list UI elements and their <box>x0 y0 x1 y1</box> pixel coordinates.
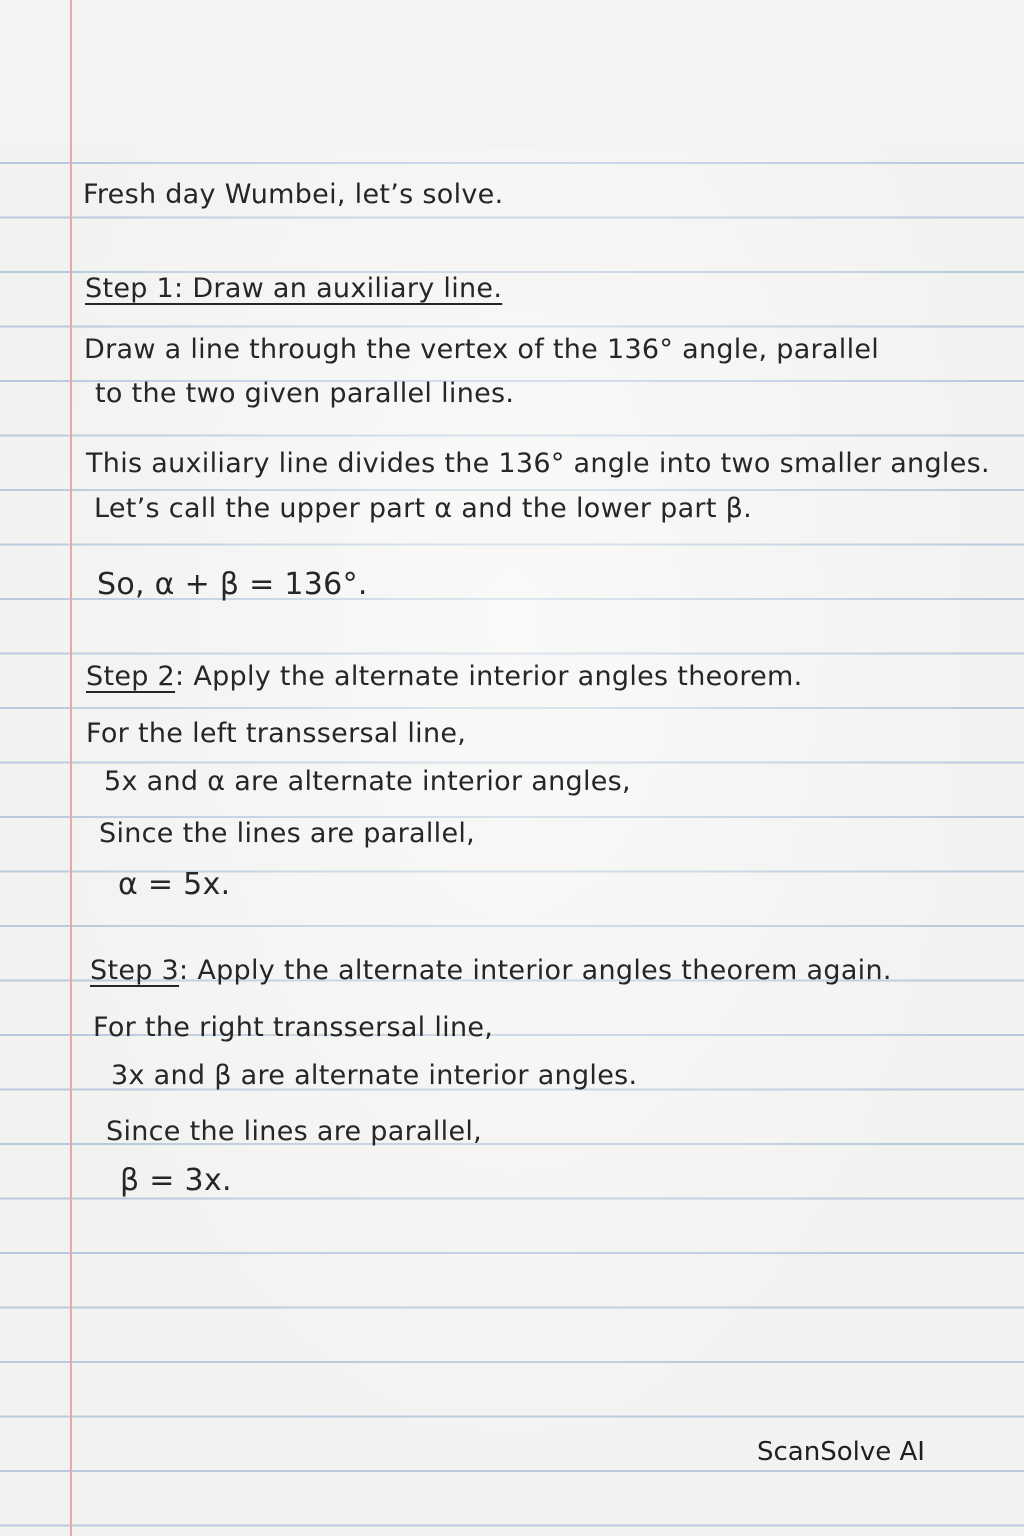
step-1-title: : Draw an auxiliary line. <box>174 273 503 304</box>
step-2-label: Step 2 <box>86 661 176 692</box>
step-1-text-line: This auxiliary line divides the 136° angle into two smaller angles. <box>86 448 990 479</box>
step-1-text-line: Let’s call the upper part α and the lower part β. <box>94 493 753 524</box>
step-1-label: Step 1 <box>85 273 175 304</box>
step-3-heading <box>90 957 892 984</box>
step-3-text-line: For the right transsersal line, <box>93 1012 494 1043</box>
step-1-equation: So, α + β = 136°. <box>97 567 368 602</box>
step-3-equation: β = 3x. <box>120 1163 232 1198</box>
step-3-text-line: Since the lines are parallel, <box>106 1116 483 1147</box>
step-2-equation: α = 5x. <box>118 867 231 902</box>
greeting: Fresh day Wumbei, let’s solve. <box>83 179 504 210</box>
step-1-text-line: to the two given parallel lines. <box>95 378 515 409</box>
step-2-text-line: For the left transsersal line, <box>86 718 467 749</box>
watermark: ScanSolve AI <box>757 1437 925 1467</box>
step-3-label: Step 3 <box>90 955 180 986</box>
step-1-heading <box>85 275 502 302</box>
margin-line <box>70 0 72 1536</box>
step-1-text-line: Draw a line through the vertex of the 136° angle, parallel <box>84 334 880 365</box>
step-2-text-line: Since the lines are parallel, <box>99 818 476 849</box>
page-header-blank <box>0 0 1024 150</box>
step-3-title: : Apply the alternate interior angles theorem again. <box>179 955 892 986</box>
step-3-text-line: 3x and β are alternate interior angles. <box>111 1060 638 1091</box>
step-2-title: : Apply the alternate interior angles theorem. <box>175 661 803 692</box>
step-2-text-line: 5x and α are alternate interior angles, <box>104 766 631 797</box>
step-2-heading <box>86 663 803 690</box>
